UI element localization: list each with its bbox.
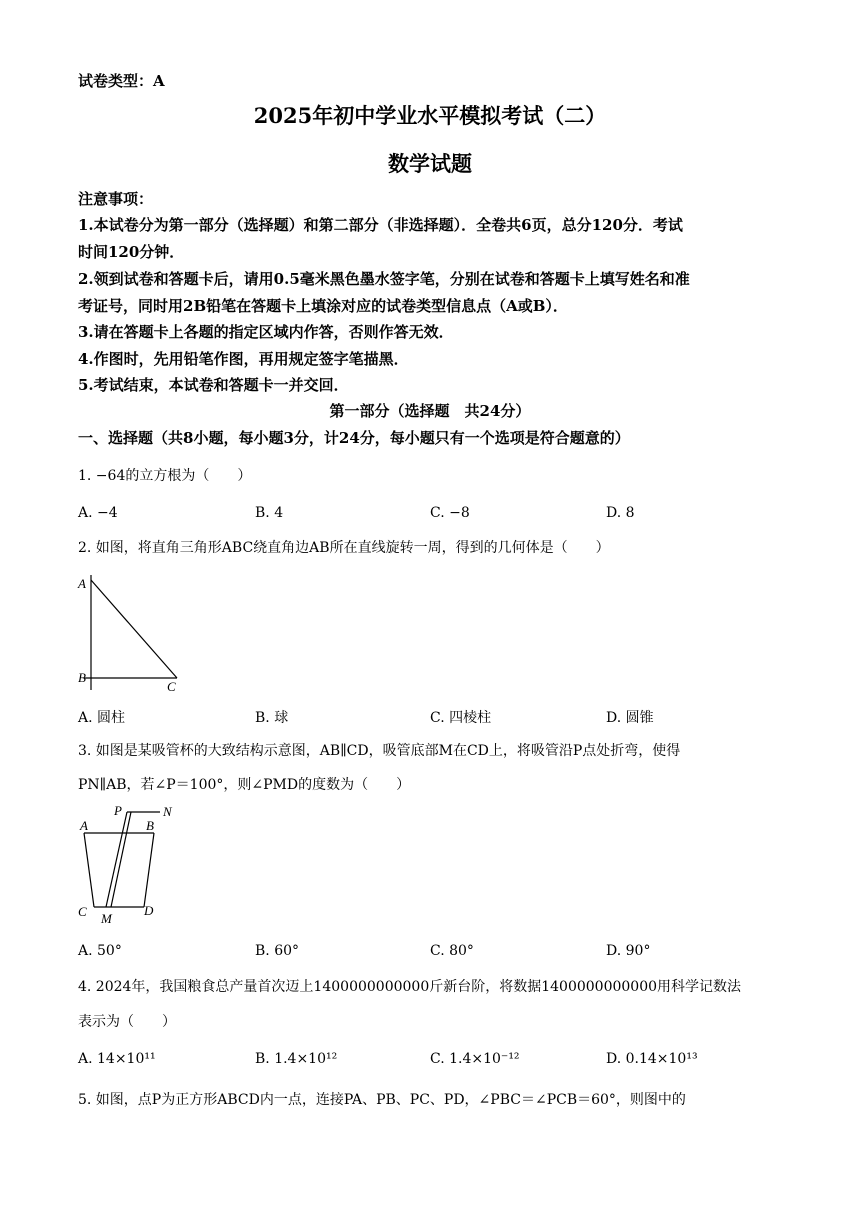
- q2-option-d: D. 圆锥: [606, 710, 654, 726]
- label-n: N: [163, 804, 172, 819]
- label-a: A: [78, 576, 86, 591]
- q1-option-c: C. −8: [430, 505, 470, 521]
- question-5-stem: 5. 如图，点P为正方形ABCD内一点，连接PA、PB、PC、PD，∠PBC＝∠PCB＝60°，则图中的: [78, 1092, 686, 1108]
- label-p: P: [114, 803, 122, 818]
- q2-option-a: A. 圆柱: [78, 710, 126, 726]
- q3-option-a: A. 50°: [78, 943, 122, 959]
- question-2-stem: 2. 如图，将直角三角形ABC绕直角边AB所在直线旋转一周，得到的几何体是（ ）: [78, 540, 610, 556]
- q1-option-a: A. −4: [78, 505, 118, 521]
- part-heading: 第一部分（选择题 共24分）: [329, 402, 531, 420]
- q4-option-d: D. 0.14×10¹³: [606, 1051, 698, 1067]
- q3-option-c: C. 80°: [430, 943, 474, 959]
- question-3-stem-line2: PN∥AB，若∠P＝100°，则∠PMD的度数为（ ）: [78, 777, 411, 793]
- q3-option-d: D. 90°: [606, 943, 651, 959]
- notice-line: 考证号，同时用2B铅笔在答题卡上填涂对应的试卷类型信息点（A或B）．: [78, 297, 568, 315]
- notice-heading: 注意事项：: [78, 190, 154, 208]
- q4-option-a: A. 14×10¹¹: [78, 1051, 156, 1067]
- question-4-stem-line2: 表示为（ ）: [78, 1014, 176, 1030]
- label-a: A: [80, 818, 88, 833]
- label-b: B: [146, 818, 154, 833]
- paper-type: 试卷类型：A: [78, 72, 165, 90]
- label-m: M: [101, 911, 112, 926]
- label-d: D: [144, 903, 154, 918]
- q3-option-b: B. 60°: [255, 943, 300, 959]
- q2-option-c: C. 四棱柱: [430, 710, 492, 726]
- question-3-stem-line1: 3. 如图是某吸管杯的大致结构示意图，AB∥CD，吸管底部M在CD上，将吸管沿P点处折弯，使得: [78, 743, 681, 759]
- q2-option-b: B. 球: [255, 710, 289, 726]
- notice-line: 3.请在答题卡上各题的指定区域内作答，否则作答无效．: [78, 323, 454, 341]
- notice-line: 4.作图时，先用铅笔作图，再用规定签字笔描黑．: [78, 350, 409, 368]
- straw-cup-figure: [74, 800, 194, 930]
- exam-title: 2025年初中学业水平模拟考试（二）: [253, 103, 607, 128]
- section-heading: 一、选择题（共8小题，每小题3分，计24分，每小题只有一个选项是符合题意的）: [78, 429, 630, 447]
- notice-line: 1.本试卷分为第一部分（选择题）和第二部分（非选择题）．全卷共6页，总分120分．考试: [78, 216, 683, 234]
- subject-title: 数学试题: [388, 151, 472, 176]
- triangle-abc-figure: [74, 570, 194, 695]
- question-1-stem: 1. −64的立方根为（ ）: [78, 468, 252, 484]
- q1-option-d: D. 8: [606, 505, 635, 521]
- label-c: C: [167, 679, 176, 694]
- label-c: C: [78, 904, 87, 919]
- question-4-stem-line1: 4. 2024年，我国粮食总产量首次迈上1400000000000斤新台阶，将数据1400000000000用科学记数法: [78, 979, 742, 995]
- q1-option-b: B. 4: [255, 505, 284, 521]
- notice-line: 时间120分钟．: [78, 243, 185, 261]
- q4-option-c: C. 1.4×10⁻¹²: [430, 1051, 520, 1067]
- q4-option-b: B. 1.4×10¹²: [255, 1051, 338, 1067]
- notice-line: 5.考试结束，本试卷和答题卡一并交回．: [78, 376, 349, 394]
- notice-line: 2.领到试卷和答题卡后，请用0.5毫米黑色墨水签字笔，分别在试卷和答题卡上填写姓名和准: [78, 270, 690, 288]
- label-b: B: [78, 670, 86, 685]
